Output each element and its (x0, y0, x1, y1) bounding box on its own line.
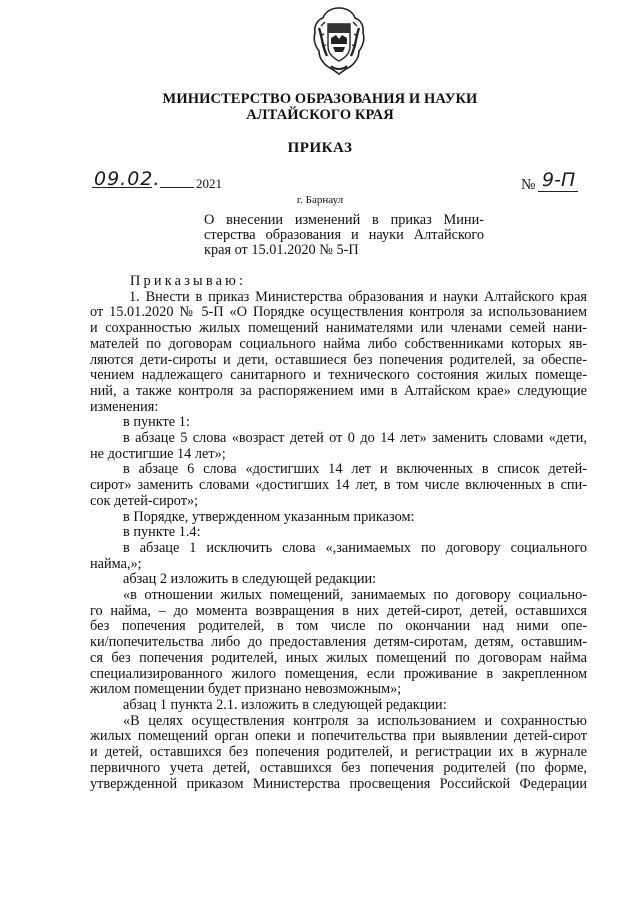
body-line: ляются дети-сироты и дети, оставшиеся без попечения родителей, за обеспе- (90, 352, 587, 368)
body-line: «в отношении жилых помещений, занимаемых по договору социально- (123, 588, 587, 604)
number-label: № (521, 177, 536, 193)
body-line: чением надлежащего санитарного и технического состояния жилых помеще- (90, 368, 587, 384)
city-name: г. Барнаул (296, 194, 344, 206)
subject-line: О внесении изменений в приказ Мини- (204, 212, 484, 228)
handwritten-date: 09.02. (94, 168, 161, 190)
body-line: от 15.01.2020 № 5-П «О Порядке осуществления контроля за использованием (90, 305, 587, 321)
body-line: го найма, – до момента возвращения в них детей-сирот, детей, оставшихся (90, 603, 587, 619)
body-line: специализированного жилого помещения, если проживание в закрепленном (90, 666, 587, 682)
body-line: в Порядке, утвержденном указанным приказом: (123, 509, 415, 525)
order-subject (204, 213, 484, 258)
body-line: и сохранностью жилых помещений нанимателями или членами семей нани- (90, 321, 587, 337)
body-line: без попечения родителей, в том числе по окончании над ними опе- (90, 619, 587, 635)
body-line: в абзаце 1 исключить слова «,занимаемых по договору социального (123, 540, 587, 556)
body-line: первичного учета детей, оставшихся без попечения родителей (по форме, (90, 760, 587, 776)
body-line: «В целях осуществления контроля за использованием и сохранностью (123, 713, 587, 729)
handwritten-order-number: 9-П (542, 169, 576, 191)
body-line: жилых помещений орган опеки и попечительства при выявлении детей-сирот (90, 729, 587, 745)
subject-line: стерства образования и науки Алтайского (204, 227, 484, 243)
body-line: в абзаце 5 слова «возраст детей от 0 до 14 лет» заменить словами «дети, (123, 431, 587, 447)
body-line: ся без попечения родителей, иных жилых помещений по договорам найма (90, 650, 587, 666)
date-underline-2 (160, 187, 194, 188)
body-line: в пункте 1: (123, 415, 190, 431)
body-line: и детей, оставшихся без попечения родителей, и регистрации их в журнале (90, 745, 587, 761)
body-line: в абзаце 6 слова «достигших 14 лет и включенных в список детей- (123, 462, 587, 478)
body-line: мателей по договорам социального найма либо собственниками которых яв- (90, 336, 587, 352)
body-line: найма,»; (90, 556, 142, 572)
body-line-orders: Приказываю: (130, 274, 247, 289)
body-line: сок детей-сирот»; (90, 493, 199, 509)
body-line: ний, а также контроля за распоряжением ими в Алтайском крае» следующие (90, 383, 587, 399)
body-line: не достигшие 14 лет»; (90, 446, 226, 462)
order-body (90, 274, 587, 792)
date-underline (92, 187, 152, 188)
altai-coat-of-arms-emblem (311, 6, 367, 76)
document-type-title: ПРИКАЗ (287, 140, 353, 156)
body-line: абзац 1 пункта 2.1. изложить в следующей редакции: (123, 697, 447, 713)
ministry-name-line-2: АЛТАЙСКОГО КРАЯ (246, 107, 394, 123)
date-year: 2021 (196, 176, 222, 191)
body-line: в пункте 1.4: (123, 525, 201, 541)
subject-line: края от 15.01.2020 № 5-П (204, 242, 359, 258)
body-line: изменения: (90, 399, 159, 415)
body-line: утвержденной приказом Министерства просвещения Российской Федерации (90, 776, 587, 792)
number-underline (538, 191, 578, 192)
ministry-name-line-1: МИНИСТЕРСТВО ОБРАЗОВАНИЯ И НАУКИ (162, 91, 478, 107)
body-line: жилом помещении будет признано невозможным»; (90, 682, 402, 698)
body-line: 1. Внести в приказ Министерства образования и науки Алтайского края (129, 289, 587, 305)
body-line: сирот» заменить словами «достигших 14 лет, в том числе включенных в спи- (90, 478, 587, 494)
body-line: ки/попечительства либо до предоставления детям-сиротам, детям, оставшим- (90, 635, 587, 651)
body-line: абзац 2 изложить в следующей редакции: (123, 572, 377, 588)
